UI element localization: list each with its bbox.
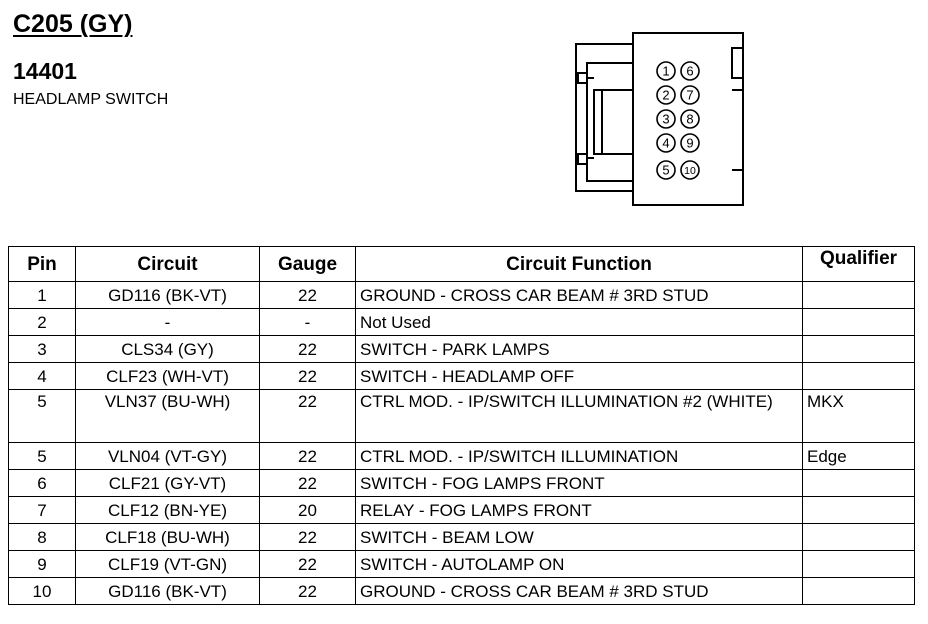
qualifier-cell <box>803 497 915 524</box>
pin-cell: 8 <box>9 524 76 551</box>
gauge-cell: 20 <box>260 497 356 524</box>
function-cell: SWITCH - HEADLAMP OFF <box>356 363 803 390</box>
qualifier-cell: MKX <box>803 390 915 443</box>
col-header-function: Circuit Function <box>356 247 803 282</box>
pin-cell: 4 <box>9 363 76 390</box>
pin-cell: 5 <box>9 443 76 470</box>
gauge-cell: 22 <box>260 551 356 578</box>
pin-cell: 5 <box>9 390 76 443</box>
circuit-cell: VLN37 (BU-WH) <box>76 390 260 443</box>
pin-cell: 6 <box>9 470 76 497</box>
gauge-cell: 22 <box>260 363 356 390</box>
table-row <box>9 497 915 524</box>
qualifier-cell <box>803 363 915 390</box>
circuit-cell: - <box>76 309 260 336</box>
circuit-cell: CLF21 (GY-VT) <box>76 470 260 497</box>
pin-label-10: 10 <box>684 165 696 177</box>
qualifier-cell <box>803 336 915 363</box>
table-row <box>9 578 915 605</box>
pin-label-9: 9 <box>686 135 694 151</box>
function-cell: CTRL MOD. - IP/SWITCH ILLUMINATION <box>356 443 803 470</box>
pin-label-7: 7 <box>686 87 694 103</box>
pin-table <box>8 246 915 605</box>
table-row <box>9 443 915 470</box>
pin-label-6: 6 <box>686 63 694 79</box>
circuit-cell: CLF23 (WH-VT) <box>76 363 260 390</box>
pin-cell: 2 <box>9 309 76 336</box>
gauge-cell: 22 <box>260 443 356 470</box>
function-cell: Not Used <box>356 309 803 336</box>
gauge-cell: 22 <box>260 282 356 309</box>
gauge-cell: - <box>260 309 356 336</box>
circuit-cell: CLS34 (GY) <box>76 336 260 363</box>
table-row <box>9 390 915 443</box>
qualifier-cell <box>803 524 915 551</box>
qualifier-cell <box>803 309 915 336</box>
component-name: HEADLAMP SWITCH <box>13 91 169 108</box>
pin-cell: 7 <box>9 497 76 524</box>
part-number: 14401 <box>13 58 77 84</box>
function-cell: GROUND - CROSS CAR BEAM # 3RD STUD <box>356 578 803 605</box>
table-row <box>9 363 915 390</box>
pin-label-3: 3 <box>662 111 670 127</box>
pin-label-4: 4 <box>662 135 670 151</box>
circuit-cell: CLF18 (BU-WH) <box>76 524 260 551</box>
circuit-cell: VLN04 (VT-GY) <box>76 443 260 470</box>
pin-label-1: 1 <box>662 63 670 79</box>
pin-label-2: 2 <box>662 87 670 103</box>
pin-table-body <box>9 282 915 605</box>
col-header-gauge: Gauge <box>260 247 356 282</box>
table-header-row <box>9 247 915 282</box>
qualifier-cell: Edge <box>803 443 915 470</box>
function-cell: SWITCH - BEAM LOW <box>356 524 803 551</box>
circuit-cell: CLF19 (VT-GN) <box>76 551 260 578</box>
pin-label-8: 8 <box>686 111 694 127</box>
qualifier-cell <box>803 578 915 605</box>
circuit-cell: GD116 (BK-VT) <box>76 578 260 605</box>
table-row <box>9 524 915 551</box>
col-header-qualifier: Qualifier <box>803 247 915 282</box>
qualifier-cell <box>803 282 915 309</box>
function-cell: SWITCH - AUTOLAMP ON <box>356 551 803 578</box>
function-cell: CTRL MOD. - IP/SWITCH ILLUMINATION #2 (WHITE) <box>356 390 803 443</box>
gauge-cell: 22 <box>260 524 356 551</box>
gauge-cell: 22 <box>260 578 356 605</box>
gauge-cell: 22 <box>260 390 356 443</box>
qualifier-cell <box>803 551 915 578</box>
pin-cell: 9 <box>9 551 76 578</box>
col-header-circuit: Circuit <box>76 247 260 282</box>
gauge-cell: 22 <box>260 336 356 363</box>
function-cell: SWITCH - PARK LAMPS <box>356 336 803 363</box>
qualifier-cell <box>803 470 915 497</box>
circuit-cell: CLF12 (BN-YE) <box>76 497 260 524</box>
pin-cell: 3 <box>9 336 76 363</box>
table-row <box>9 551 915 578</box>
table-row <box>9 282 915 309</box>
table-row <box>9 309 915 336</box>
pin-cell: 1 <box>9 282 76 309</box>
function-cell: GROUND - CROSS CAR BEAM # 3RD STUD <box>356 282 803 309</box>
function-cell: RELAY - FOG LAMPS FRONT <box>356 497 803 524</box>
col-header-pin: Pin <box>9 247 76 282</box>
table-row <box>9 336 915 363</box>
gauge-cell: 22 <box>260 470 356 497</box>
circuit-cell: GD116 (BK-VT) <box>76 282 260 309</box>
table-row <box>9 470 915 497</box>
pin-cell: 10 <box>9 578 76 605</box>
connector-face-diagram <box>562 30 752 212</box>
connector-title: C205 (GY) <box>13 10 133 38</box>
pin-label-5: 5 <box>662 162 670 178</box>
function-cell: SWITCH - FOG LAMPS FRONT <box>356 470 803 497</box>
